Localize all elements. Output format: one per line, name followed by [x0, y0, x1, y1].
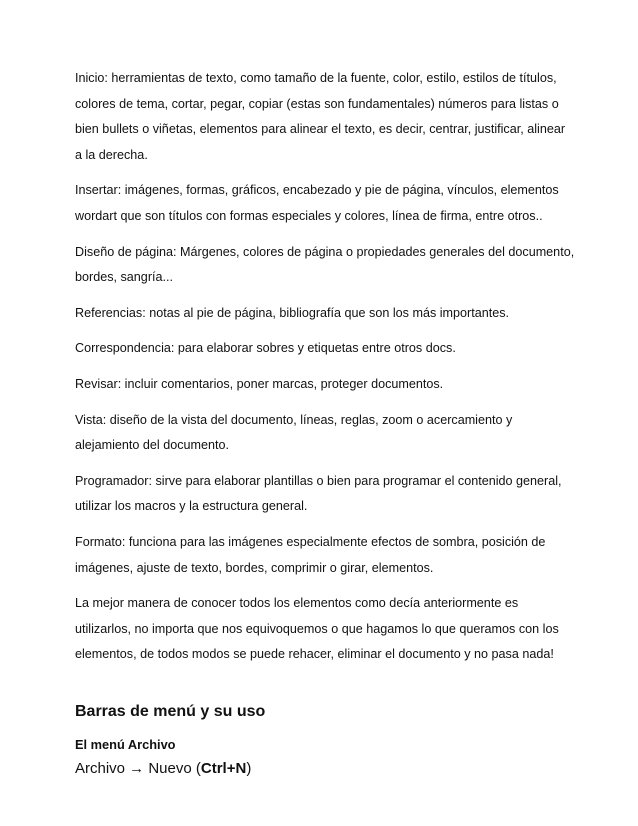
- paragraph-programador: Programador: sirve para elaborar plantillas o bien para programar el contenido general, utilizar los macros y la estructura general.: [75, 473, 562, 514]
- menu-command-line: [75, 758, 575, 780]
- paragraph-referencias: Referencias: notas al pie de página, bibliografía que son los más importantes.: [75, 305, 510, 320]
- paragraph-vista: Vista: diseño de la vista del documento, líneas, reglas, zoom o acercamiento y alejamiento del documento.: [75, 412, 513, 453]
- paragraph-insertar: Insertar: imágenes, formas, gráficos, encabezado y pie de página, vínculos, elementos wordart que son títulos con formas especiales y colores, línea de firma, entre otros..: [75, 183, 559, 223]
- menu-command-text: Archivo → Nuevo (: [75, 759, 201, 777]
- section-subheading: El menú Archivo: [75, 736, 176, 752]
- paragraph-conclusion: La mejor manera de conocer todos los elementos como decía anteriormente es utilizarlos, no importa que nos equivoquemos o que hagamos lo que queramos con los elementos, de todos modos se puede rehacer, eliminar el documento y no pasa nada!: [75, 596, 559, 662]
- paragraph-diseno-de-pagina: Diseño de página: Márgenes, colores de página o propiedades generales del documento, bordes, sangría...: [75, 244, 575, 285]
- paragraph-correspondencia: Correspondencia: para elaborar sobres y etiquetas entre otros docs.: [75, 341, 456, 356]
- paragraph-revisar: Revisar: incluir comentarios, poner marcas, proteger documentos.: [75, 376, 444, 391]
- section-heading: Barras de menú y su uso: [75, 702, 266, 720]
- document-body: [75, 66, 575, 780]
- paragraph-formato: Formato: funciona para las imágenes especialmente efectos de sombra, posición de imágenes, ajuste de texto, bordes, comprimir o girar, elementos.: [75, 534, 546, 575]
- menu-command-close: ): [246, 759, 252, 777]
- keyboard-shortcut: Ctrl+N: [200, 759, 247, 777]
- paragraph-inicio: Inicio: herramientas de texto, como tamaño de la fuente, color, estilo, estilos de títulos, colores de tema, cortar, pegar, copiar (estas son fundamentales) números para listas o bien bullets o viñetas, elementos para alinear el texto, es decir, centrar, justificar, alinear a la derecha.: [75, 71, 566, 162]
